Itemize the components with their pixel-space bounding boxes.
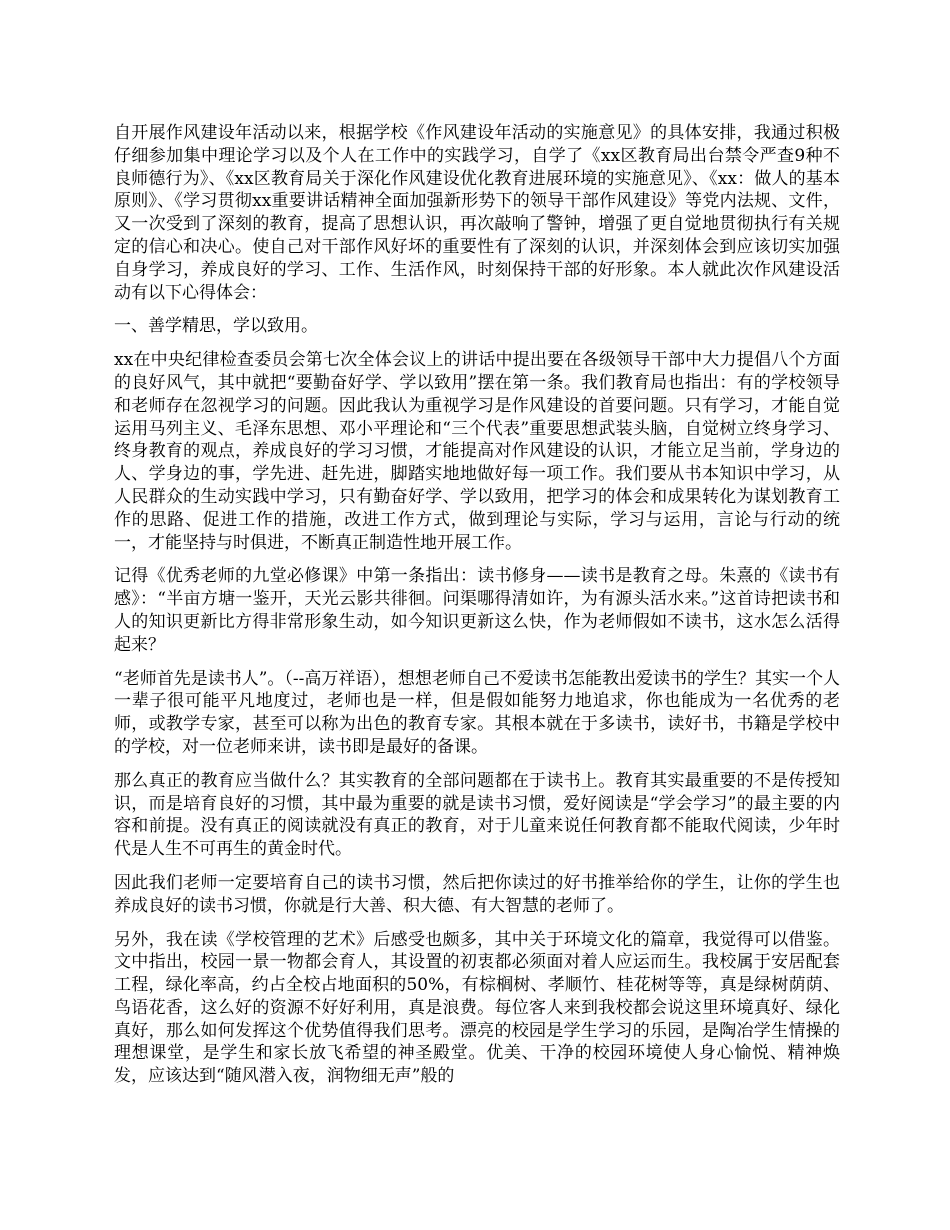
paragraph-study: xx在中央纪律检查委员会第七次全体会议上的讲话中提出要在各级领导干部中大力提倡八个方面的良好风气，其中就把“要勤奋好学、学以致用”摆在第一条。我们教育局也指出：有的学校领导和老师存在忽视学习的问题。因此我认为重视学习是作风建设的首要问题。只有学习，才能自觉运用马列主义、毛泽东思想、邓小平理论和“三个代表”重要思想武装头脑，自觉树立终身学习、终身教育的观点，养成良好的学习习惯，才能提高对作风建设的认识，才能立足当前，学身边的人、学身边的事，学先进、赶先进，脚踏实地地做好每一项工作。我们要从书本知识中学习，从人民群众的生动实践中学习，只有勤奋好学、学以致用，把学习的体会和成果转化为谋划教育工作的思路、促进工作的措施，改进工作方式，做到理论与实际，学习与运用，言论与行动的统一，才能坚持与时俱进，不断真正制造性地开展工作。 [114, 350, 840, 553]
section-heading: 一、善学精思，学以致用。 [114, 316, 318, 337]
paragraph-teacher-reader: “老师首先是读书人”。（--高万祥语），想想老师自己不爱读书怎能教出爱读书的学生？其实一个人一辈子很可能平凡地度过，老师也是一样，但是假如能努力地追求，你也能成为一名优秀的老师，或教学专家，甚至可以称为出色的教育专家。其根本就在于多读书，读好书，书籍是学校中的学校，对一位老师来讲，读书即是最好的备课。 [114, 668, 840, 757]
paragraph-true-education: 那么真正的教育应当做什么？其实教育的全部问题都在于读书上。教育其实最重要的不是传授知识，而是培育良好的习惯，其中最为重要的就是读书习惯，爱好阅读是“学会学习”的最主要的内容和前提。没有真正的阅读就没有真正的教育，对于儿童来说任何教育都不能取代阅读，少年时代是人生不可再生的黄金时代。 [114, 770, 840, 860]
paragraph-environment: 另外，我在读《学校管理的艺术》后感受也颇多，其中关于环境文化的篇章，我觉得可以借鉴。文中指出，校园一景一物都会育人，其设置的初衷都必须面对着人应运而生。我校属于安居配套工程，绿化率高，约占全校占地面积的50%，有棕榈树、孝顺竹、桂花树等等，真是绿树荫荫、鸟语花香，这么好的资源不好好利用，真是浪费。每位客人来到我校都会说这里环境真好、绿化真好，那么如何发挥这个优势值得我们思考。漂亮的校园是学生学习的乐园，是陶冶学生情操的理想课堂，是学生和家长放飞希望的神圣殿堂。优美、干净的校园环境使人身心愉悦、精神焕发，应该达到“随风潜入夜，润物细无声”般的 [114, 929, 840, 1087]
paragraph-reading-habit: 因此我们老师一定要培育自己的读书习惯，然后把你读过的好书推举给你的学生，让你的学生也养成良好的读书习惯，你就是行大善、积大德、有大智慧的老师了。 [114, 872, 840, 916]
paragraph-intro: 自开展作风建设年活动以来，根据学校《作风建设年活动的实施意见》的具体安排，我通过积极仔细参加集中理论学习以及个人在工作中的实践学习，自学了《xx区教育局出台禁令严查9种不良师德行为》、《xx区教育局关于深化作风建设优化教育进展环境的实施意见》、《xx：做人的基本原则》、《学习贯彻xx重要讲话精神全面加强新形势下的领导干部作风建设》等党内法规、文件，又一次受到了深刻的教育，提高了思想认识，再次敲响了警钟，增强了更自觉地贯彻执行有关规定的信心和决心。使自己对干部作风好坏的重要性有了深刻的认识，并深刻体会到应该切实加强自身学习，养成良好的学习、工作、生活作风，时刻保持干部的好形象。本人就此次作风建设活动有以下心得体会： [114, 123, 840, 303]
paragraph-reading: 记得《优秀老师的九堂必修课》中第一条指出：读书修身——读书是教育之母。朱熹的《读书有感》：“半亩方塘一鉴开，天光云影共徘徊。问渠哪得清如许，为有源头活水来。”这首诗把读书和人的知识更新比方得非常形象生动，如今知识更新这么快，作为老师假如不读书，这水怎么活得起来？ [114, 566, 840, 655]
document-body [114, 122, 840, 1099]
